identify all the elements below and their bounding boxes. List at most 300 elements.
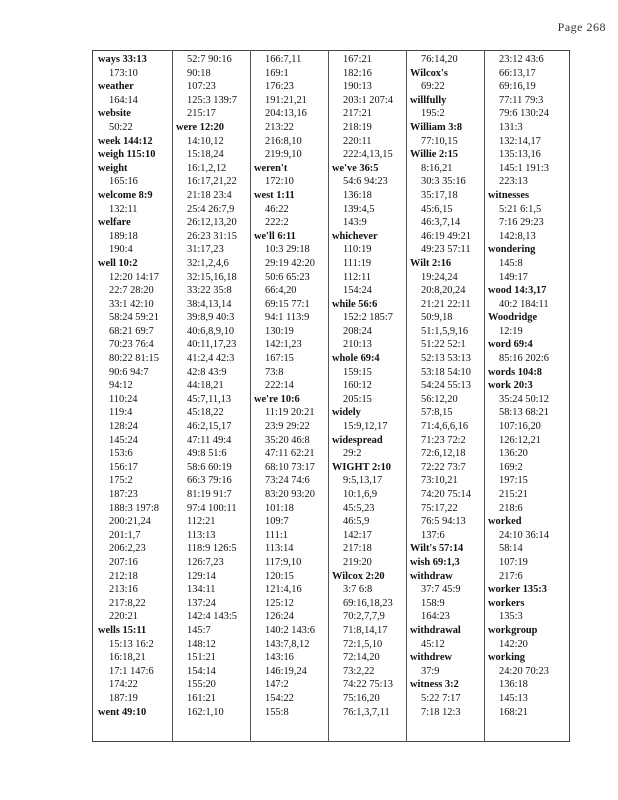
index-reference: 45:5,23	[343, 502, 375, 514]
index-headword: wondering	[488, 244, 536, 256]
index-reference: 110:19	[343, 244, 372, 256]
index-reference: 169:1	[265, 67, 289, 79]
index-headword: welcome 8:9	[98, 189, 153, 201]
index-reference: 74:20 75:14	[421, 489, 471, 500]
index-reference: 139:4,5	[343, 203, 375, 215]
index-reference: 76:5 94:13	[421, 516, 466, 528]
index-reference: 16:17,21,22	[187, 176, 237, 188]
index-reference: 58:13 68:21	[499, 407, 549, 419]
index-reference: 204:13,16	[265, 108, 307, 120]
index-reference: 136:18	[343, 189, 372, 201]
index-reference: 45:6,15	[421, 203, 453, 215]
index-reference: 66:3 79:16	[187, 475, 232, 487]
index-reference: 81:19 91:7	[187, 489, 232, 500]
index-reference: 126:12,21	[499, 434, 541, 446]
index-reference: 29:2	[343, 448, 362, 460]
index-reference: 147:2	[265, 679, 289, 691]
index-reference: 69:22	[421, 81, 445, 93]
index-reference: 76:1,3,7,11	[343, 706, 390, 718]
index-reference: 8:16,21	[421, 162, 453, 174]
index-headword: were 12:20	[176, 121, 224, 133]
index-column-6	[488, 53, 566, 719]
index-reference: 58:14	[499, 543, 523, 555]
index-reference: 47:11 49:4	[187, 434, 232, 446]
index-reference: 40:2 184:11	[499, 298, 549, 310]
index-reference: 14:10,12	[187, 135, 224, 147]
index-reference: 25:4 26:7,9	[187, 203, 235, 215]
index-reference: 145:1 191:3	[499, 162, 549, 174]
index-reference: 52:13 53:13	[421, 353, 471, 365]
index-reference: 83:20 93:20	[265, 489, 315, 500]
index-reference: 154:14	[187, 665, 216, 677]
index-headword: wood 14:3,17	[488, 285, 547, 297]
index-reference: 51:1,5,9,16	[421, 325, 469, 337]
index-reference: 153:6	[109, 448, 133, 460]
index-reference: 54:6 94:23	[343, 176, 388, 188]
index-reference: 33:22 35:8	[187, 285, 232, 297]
index-reference: 219:9,10	[265, 149, 302, 161]
index-reference: 72:6,12,18	[421, 448, 466, 460]
index-reference: 57:8,15	[421, 407, 453, 419]
index-reference: 172:10	[265, 176, 294, 188]
index-reference: 58:6 60:19	[187, 461, 232, 473]
index-reference: 10:3 29:18	[265, 244, 310, 256]
index-reference: 176:23	[265, 81, 294, 93]
index-reference: 35:17,18	[421, 189, 458, 201]
index-reference: 149:17	[499, 271, 528, 283]
index-reference: 217:21	[343, 108, 372, 120]
index-reference: 90:18	[187, 67, 211, 79]
index-reference: 53:18 54:10	[421, 366, 471, 378]
index-reference: 155:8	[265, 706, 289, 718]
index-reference: 118:9 126:5	[187, 543, 237, 555]
index-reference: 166:7,11	[265, 54, 302, 65]
index-reference: 136:18	[499, 679, 528, 691]
index-reference: 77:10,15	[421, 135, 458, 147]
index-reference: 72:1,5,10	[343, 638, 383, 650]
index-reference: 72:22 73:7	[421, 461, 466, 473]
index-reference: 46:2,15,17	[187, 421, 232, 433]
index-reference: 69:16,19	[499, 81, 536, 93]
index-reference: 145:8	[499, 257, 523, 269]
index-reference: 101:18	[265, 502, 294, 514]
index-reference: 51:22 52:1	[421, 339, 466, 351]
index-headword: Willie 2:15	[410, 149, 459, 161]
index-reference: 128:24	[109, 421, 138, 433]
index-reference: 125:12	[265, 597, 294, 609]
index-reference: 167:21	[343, 54, 372, 65]
index-reference: 142:17	[343, 529, 372, 541]
index-reference: 217:18	[343, 543, 372, 555]
index-reference: 222:4,13,15	[343, 149, 393, 161]
index-reference: 174:22	[109, 679, 138, 691]
index-reference: 75:16,20	[343, 692, 380, 704]
index-reference: 197:15	[499, 475, 528, 487]
index-headword: well 10:2	[98, 257, 138, 269]
index-reference: 30:3 35:16	[421, 176, 466, 188]
index-reference: 160:12	[343, 380, 372, 392]
index-headword: Wilcox 2:20	[332, 570, 385, 582]
index-reference: 38:4,13,14	[187, 298, 232, 310]
index-reference: 117:9,10	[265, 556, 302, 568]
index-reference: 156:17	[109, 461, 138, 473]
index-reference: 140:2 143:6	[265, 624, 315, 636]
index-headword: widespread	[332, 434, 383, 446]
index-reference: 145:24	[109, 434, 138, 446]
index-reference: 21:21 22:11	[421, 298, 471, 310]
index-column-3	[254, 53, 332, 719]
index-reference: 72:14,20	[343, 652, 380, 664]
index-reference: 35:20 46:8	[265, 434, 310, 446]
index-reference: 169:2	[499, 461, 523, 473]
index-column-5	[410, 53, 488, 719]
index-reference: 148:12	[187, 638, 216, 650]
index-reference: 45:7,11,13	[187, 393, 232, 405]
index-reference: 135:3	[499, 611, 523, 623]
index-reference: 222:2	[265, 217, 289, 229]
index-reference: 69:16,18,23	[343, 597, 393, 609]
index-headword: whichever	[332, 230, 378, 242]
index-reference: 94:12	[109, 380, 133, 392]
index-reference: 90:6 94:7	[109, 366, 149, 378]
index-headword: we'll 6:11	[254, 230, 296, 242]
index-reference: 46:3,7,14	[421, 217, 461, 229]
index-reference: 187:23	[109, 489, 138, 500]
index-reference: 73:24 74:6	[265, 475, 310, 487]
index-reference: 145:13	[499, 692, 528, 704]
index-reference: 218:6	[499, 502, 523, 514]
index-reference: 10:1,6,9	[343, 489, 378, 500]
index-reference: 45:12	[421, 638, 445, 650]
index-headword: weight	[98, 162, 128, 174]
index-reference: 121:4,16	[265, 584, 302, 596]
index-reference: 135:13,16	[499, 149, 541, 161]
index-reference: 159:15	[343, 366, 372, 378]
index-reference: 130:19	[265, 325, 294, 337]
index-reference: 137:24	[187, 597, 216, 609]
index-reference: 73:8	[265, 366, 284, 378]
index-reference: 50:6 65:23	[265, 271, 310, 283]
index-headword: Woodridge	[488, 312, 538, 324]
index-reference: 46:22	[265, 203, 289, 215]
index-reference: 12:19	[499, 325, 523, 337]
index-headword: willfully	[410, 94, 447, 106]
index-reference: 46:19 49:21	[421, 230, 471, 242]
index-reference: 107:16,20	[499, 421, 541, 433]
index-headword: went 49:10	[98, 706, 147, 718]
index-reference: 112:21	[187, 516, 216, 528]
index-headword: Wilcox's	[410, 67, 448, 79]
index-reference: 5:21 6:1,5	[499, 203, 542, 215]
index-reference: 215:21	[499, 489, 528, 500]
index-reference: 152:2 185:7	[343, 312, 393, 324]
index-reference: 15:13 16:2	[109, 638, 154, 650]
index-reference: 136:20	[499, 448, 528, 460]
index-headword: widely	[332, 407, 361, 419]
index-reference: 40:6,8,9,10	[187, 325, 235, 337]
index-reference: 125:3 139:7	[187, 94, 237, 106]
index-reference: 23:9 29:22	[265, 421, 310, 433]
index-reference: 222:14	[265, 380, 294, 392]
index-reference: 52:7 90:16	[187, 54, 232, 65]
index-reference: 203:1 207:4	[343, 94, 393, 106]
index-reference: 15:18,24	[187, 149, 224, 161]
index-headword: wish 69:1,3	[410, 556, 460, 568]
index-reference: 42:8 43:9	[187, 366, 227, 378]
index-reference: 151:21	[187, 652, 216, 664]
index-reference: 165:16	[109, 176, 138, 188]
index-reference: 190:13	[343, 81, 372, 93]
index-reference: 145:7	[187, 624, 211, 636]
index-reference: 189:18	[109, 230, 138, 242]
index-reference: 200:21,24	[109, 516, 151, 528]
index-reference: 7:18 12:3	[421, 706, 461, 718]
index-reference: 168:21	[499, 706, 528, 718]
index-reference: 9:5,13,17	[343, 475, 383, 487]
index-reference: 111:1	[265, 529, 288, 541]
index-reference: 195:2	[421, 108, 445, 120]
index-reference: 71:4,6,6,16	[421, 421, 469, 433]
index-reference: 49:23 57:11	[421, 244, 471, 256]
index-reference: 17:1 147:6	[109, 665, 154, 677]
index-reference: 68:21 69:7	[109, 325, 154, 337]
index-reference: 201:1,7	[109, 529, 141, 541]
index-headword: work 20:3	[488, 380, 533, 392]
index-reference: 76:14,20	[421, 54, 458, 65]
index-reference: 97:4 100:11	[187, 502, 237, 514]
index-reference: 22:7 28:20	[109, 285, 154, 297]
index-reference: 21:18 23:4	[187, 189, 232, 201]
index-reference: 20:8,20,24	[421, 285, 466, 297]
index-headword: workers	[488, 597, 525, 609]
index-reference: 41:2,4 42:3	[187, 353, 235, 365]
index-headword: word 69:4	[488, 339, 533, 351]
index-reference: 175:2	[109, 475, 133, 487]
index-headword: Wilt's 57:14	[410, 543, 464, 555]
index-reference: 205:15	[343, 393, 372, 405]
index-reference: 68:10 73:17	[265, 461, 315, 473]
index-reference: 161:21	[187, 692, 216, 704]
index-reference: 46:5,9	[343, 516, 370, 528]
index-headword: worker 135:3	[488, 584, 547, 596]
index-reference: 54:24 55:13	[421, 380, 471, 392]
index-headword: west 1:11	[254, 189, 295, 201]
index-headword: WIGHT 2:10	[332, 461, 391, 473]
index-reference: 213:22	[265, 121, 294, 133]
index-reference: 217:8,22	[109, 597, 146, 609]
index-reference: 80:22 81:15	[109, 353, 159, 365]
index-headword: whole 69:4	[332, 353, 380, 365]
index-reference: 75:17,22	[421, 502, 458, 514]
index-reference: 29:19 42:20	[265, 257, 315, 269]
index-reference: 191:21,21	[265, 94, 307, 106]
index-reference: 134:11	[187, 584, 216, 596]
index-reference: 216:8,10	[265, 135, 302, 147]
index-headword: witnesses	[488, 189, 529, 201]
index-reference: 33:1 42:10	[109, 298, 154, 310]
index-reference: 66:4,20	[265, 285, 297, 297]
index-reference: 107:19	[499, 556, 528, 568]
index-reference: 113:13	[187, 529, 216, 541]
index-reference: 129:14	[187, 570, 216, 582]
index-headword: website	[98, 108, 131, 120]
index-reference: 207:16	[109, 556, 138, 568]
index-headword: words 104:8	[488, 366, 542, 378]
index-headword: withdrawal	[410, 624, 461, 636]
index-reference: 16:1,2,12	[187, 162, 227, 174]
index-reference: 217:6	[499, 570, 523, 582]
index-column-4	[332, 53, 410, 719]
index-reference: 142:20	[499, 638, 528, 650]
index-reference: 107:23	[187, 81, 216, 93]
index-reference: 73:2,22	[343, 665, 375, 677]
index-headword: welfare	[98, 217, 131, 229]
index-reference: 213:16	[109, 584, 138, 596]
index-reference: 137:6	[421, 529, 445, 541]
index-reference: 182:16	[343, 67, 372, 79]
index-reference: 223:13	[499, 176, 528, 188]
index-reference: 143:16	[265, 652, 294, 664]
index-reference: 162:1,10	[187, 706, 224, 718]
index-reference: 16:18,21	[109, 652, 146, 664]
index-reference: 188:3 197:8	[109, 502, 159, 514]
index-reference: 158:9	[421, 597, 445, 609]
index-reference: 23:12 43:6	[499, 54, 544, 65]
index-reference: 142:8,13	[499, 230, 536, 242]
index-reference: 19:24,24	[421, 271, 458, 283]
index-reference: 187:19	[109, 692, 138, 704]
index-reference: 66:13,17	[499, 67, 536, 79]
index-reference: 15:9,12,17	[343, 421, 388, 433]
index-reference: 73:10,21	[421, 475, 458, 487]
index-reference: 167:15	[265, 353, 294, 365]
index-reference: 210:13	[343, 339, 372, 351]
index-reference: 32:1,2,4,6	[187, 257, 229, 269]
index-reference: 142:1,23	[265, 339, 302, 351]
index-reference: 113:14	[265, 543, 294, 555]
index-reference: 50:22	[109, 121, 133, 133]
index-reference: 190:4	[109, 244, 133, 256]
index-reference: 206:2,23	[109, 543, 146, 555]
index-reference: 3:7 6:8	[343, 584, 373, 596]
index-reference: 85:16 202:6	[499, 353, 549, 365]
index-reference: 69:15 77:1	[265, 298, 310, 310]
index-column-2	[176, 53, 254, 719]
index-reference: 12:20 14:17	[109, 271, 159, 283]
index-reference: 126:24	[265, 611, 294, 623]
index-headword: we're 10:6	[254, 393, 300, 405]
index-headword: ways 33:13	[98, 54, 147, 65]
index-reference: 132:11	[109, 203, 138, 215]
index-reference: 70:2,7,7,9	[343, 611, 385, 623]
index-headword: workgroup	[488, 624, 538, 636]
index-headword: wells 15:11	[98, 624, 147, 636]
index-reference: 47:11 62:21	[265, 448, 315, 460]
index-reference: 219:20	[343, 556, 372, 568]
index-reference: 173:10	[109, 67, 138, 79]
index-reference: 110:24	[109, 393, 138, 405]
index-reference: 119:4	[109, 407, 133, 419]
index-reference: 71:8,14,17	[343, 624, 388, 636]
index-reference: 126:7,23	[187, 556, 224, 568]
index-reference: 56:12,20	[421, 393, 458, 405]
index-column-1	[98, 53, 176, 719]
index-headword: weather	[98, 81, 134, 93]
index-reference: 154:22	[265, 692, 294, 704]
index-reference: 111:19	[343, 257, 372, 269]
index-reference: 71:23 72:2	[421, 434, 466, 446]
index-reference: 37:7 45:9	[421, 584, 461, 596]
index-reference: 77:11 79:3	[499, 94, 544, 106]
index-reference: 26:12,13,20	[187, 217, 237, 229]
index-reference: 40:11,17,23	[187, 339, 237, 351]
index-reference: 31:17,23	[187, 244, 224, 256]
index-reference: 74:22 75:13	[343, 679, 393, 691]
index-reference: 154:24	[343, 285, 372, 297]
index-reference: 24:10 36:14	[499, 529, 549, 541]
index-reference: 70:23 76:4	[109, 339, 154, 351]
index-reference: 164:14	[109, 94, 138, 106]
index-reference: 35:24 50:12	[499, 393, 549, 405]
index-headword: withdrew	[410, 652, 452, 664]
index-headword: we've 36:5	[332, 162, 379, 174]
index-reference: 143:7,8,12	[265, 638, 310, 650]
index-reference: 58:24 59:21	[109, 312, 159, 324]
index-reference: 155:20	[187, 679, 216, 691]
index-reference: 208:24	[343, 325, 372, 337]
index-headword: William 3:8	[410, 121, 463, 133]
index-reference: 220:11	[343, 135, 372, 147]
index-reference: 5:22 7:17	[421, 692, 461, 704]
index-headword: witness 3:2	[410, 679, 459, 691]
index-reference: 164:23	[421, 611, 450, 623]
index-headword: weren't	[254, 162, 288, 174]
index-headword: worked	[488, 516, 522, 528]
index-reference: 215:17	[187, 108, 216, 120]
index-reference: 146:19,24	[265, 665, 307, 677]
index-reference: 112:11	[343, 271, 372, 283]
page-number: Page 268	[557, 20, 606, 34]
index-headword: while 56:6	[332, 298, 378, 310]
index-reference: 94:1 113:9	[265, 312, 310, 324]
index-reference: 32:15,16,18	[187, 271, 237, 283]
index-reference: 39:8,9 40:3	[187, 312, 235, 324]
index-headword: working	[488, 652, 525, 664]
index-reference: 131:3	[499, 121, 523, 133]
index-reference: 218:19	[343, 121, 372, 133]
index-reference: 120:15	[265, 570, 294, 582]
index-reference: 49:8 51:6	[187, 448, 227, 460]
index-reference: 109:7	[265, 516, 289, 528]
index-headword: Wilt 2:16	[410, 257, 452, 269]
index-headword: withdraw	[410, 570, 453, 582]
index-reference: 45:18,22	[187, 407, 224, 419]
index-reference: 143:9	[343, 217, 367, 229]
index-reference: 79:6 130:24	[499, 108, 549, 120]
index-reference: 37:9	[421, 665, 440, 677]
index-headword: week 144:12	[98, 135, 153, 147]
index-reference: 142:4 143:5	[187, 611, 237, 623]
index-reference: 44:18,21	[187, 380, 224, 392]
index-reference: 7:16 29:23	[499, 217, 544, 229]
index-reference: 220:21	[109, 611, 138, 623]
index-reference: 212:18	[109, 570, 138, 582]
index-reference: 11:19 20:21	[265, 407, 315, 419]
index-headword: weigh 115:10	[98, 149, 156, 161]
index-reference: 26:23 31:15	[187, 230, 237, 242]
index-reference: 132:14,17	[499, 135, 541, 147]
index-reference: 24:20 70:23	[499, 665, 549, 677]
